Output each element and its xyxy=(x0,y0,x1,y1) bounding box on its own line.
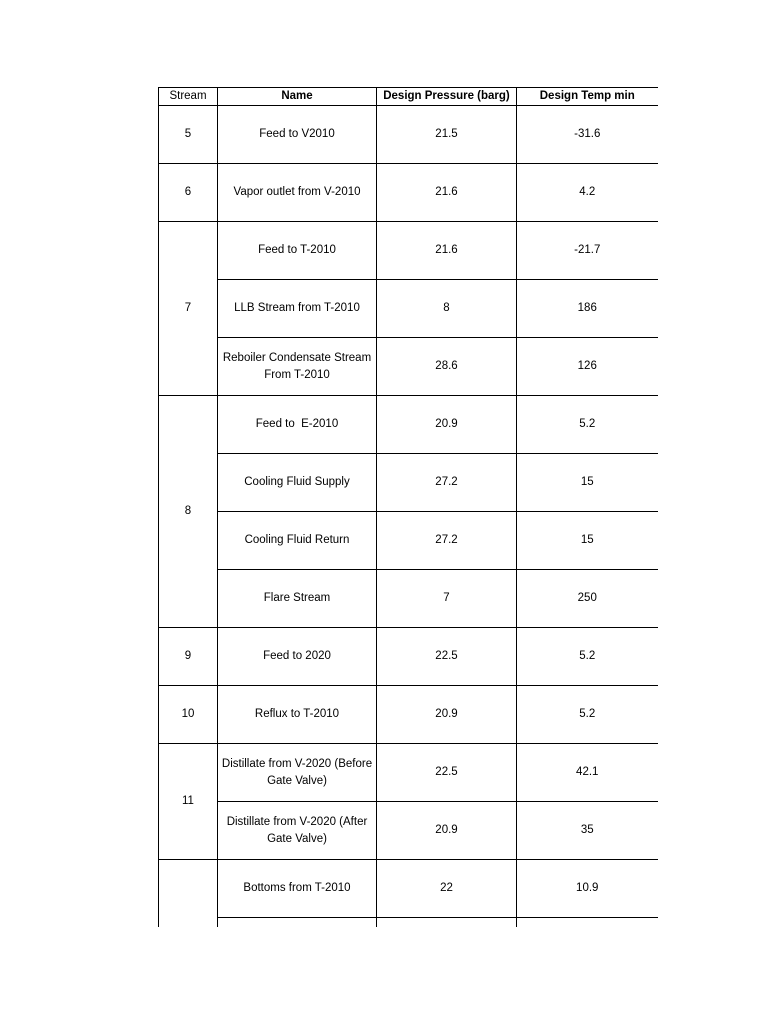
table-row xyxy=(159,686,659,744)
header-row xyxy=(159,88,659,106)
temp-cell: 42.1 xyxy=(517,744,659,802)
temp-cell: 35 xyxy=(517,802,659,860)
name-cell: Distillate from V-2020 (After Gate Valve) xyxy=(218,802,377,860)
pressure-cell: 21.5 xyxy=(377,106,517,164)
name-cell: Distillate from V-2020 (Before Gate Valve) xyxy=(218,744,377,802)
header-stream: Stream xyxy=(159,88,218,106)
table-row xyxy=(159,106,659,164)
temp-cell: -21.7 xyxy=(517,222,659,280)
name-cell: Feed to V2010 xyxy=(218,106,377,164)
table-row xyxy=(159,164,659,222)
temp-cell: 126 xyxy=(517,338,659,396)
pressure-cell: 22 xyxy=(377,860,517,918)
pressure-cell: 22.5 xyxy=(377,628,517,686)
table-row xyxy=(159,570,659,628)
pressure-cell xyxy=(377,918,517,928)
pressure-cell: 20.9 xyxy=(377,396,517,454)
pressure-cell: 27.2 xyxy=(377,512,517,570)
pressure-cell: 20.9 xyxy=(377,686,517,744)
stream-cell: 8 xyxy=(159,396,218,628)
temp-cell: 5.2 xyxy=(517,396,659,454)
stream-cell: 11 xyxy=(159,744,218,860)
table-row xyxy=(159,454,659,512)
temp-cell: 15 xyxy=(517,454,659,512)
temp-cell: 5.2 xyxy=(517,686,659,744)
table-row xyxy=(159,802,659,860)
pressure-cell: 27.2 xyxy=(377,454,517,512)
name-cell: Feed to T-2010 xyxy=(218,222,377,280)
header-temp: Design Temp min xyxy=(517,88,659,106)
pressure-cell: 20.9 xyxy=(377,802,517,860)
temp-cell: 15 xyxy=(517,512,659,570)
temp-cell: 4.2 xyxy=(517,164,659,222)
name-cell: Bottoms from T-2010 xyxy=(218,860,377,918)
temp-cell: -31.6 xyxy=(517,106,659,164)
table-row xyxy=(159,860,659,918)
table-row xyxy=(159,744,659,802)
stream-cell: 7 xyxy=(159,222,218,396)
name-cell xyxy=(218,918,377,928)
table-row xyxy=(159,338,659,396)
name-cell: Reflux to T-2010 xyxy=(218,686,377,744)
temp-cell: 10.9 xyxy=(517,860,659,918)
stream-cell: 10 xyxy=(159,686,218,744)
name-cell: LLB Stream from T-2010 xyxy=(218,280,377,338)
stream-cell xyxy=(159,860,218,928)
table-row xyxy=(159,280,659,338)
temp-cell: 250 xyxy=(517,570,659,628)
pressure-cell: 22.5 xyxy=(377,744,517,802)
pressure-cell: 28.6 xyxy=(377,338,517,396)
pressure-cell: 21.6 xyxy=(377,222,517,280)
name-cell: Feed to E-2010 xyxy=(218,396,377,454)
table-row xyxy=(159,396,659,454)
stream-cell: 5 xyxy=(159,106,218,164)
name-cell: Cooling Fluid Supply xyxy=(218,454,377,512)
pressure-cell: 21.6 xyxy=(377,164,517,222)
temp-cell xyxy=(517,918,659,928)
stream-cell: 9 xyxy=(159,628,218,686)
table-row xyxy=(159,628,659,686)
temp-cell: 5.2 xyxy=(517,628,659,686)
stream-cell: 6 xyxy=(159,164,218,222)
name-cell: Flare Stream xyxy=(218,570,377,628)
table-row xyxy=(159,512,659,570)
header-pressure: Design Pressure (barg) xyxy=(377,88,517,106)
temp-cell: 186 xyxy=(517,280,659,338)
name-cell: Vapor outlet from V-2010 xyxy=(218,164,377,222)
header-name: Name xyxy=(218,88,377,106)
pressure-cell: 7 xyxy=(377,570,517,628)
name-cell: Cooling Fluid Return xyxy=(218,512,377,570)
table-container xyxy=(158,87,658,927)
table-row xyxy=(159,222,659,280)
name-cell: Feed to 2020 xyxy=(218,628,377,686)
name-cell: Reboiler Condensate Stream From T-2010 xyxy=(218,338,377,396)
table-row xyxy=(159,918,659,928)
pressure-cell: 8 xyxy=(377,280,517,338)
design-conditions-table xyxy=(158,87,658,927)
